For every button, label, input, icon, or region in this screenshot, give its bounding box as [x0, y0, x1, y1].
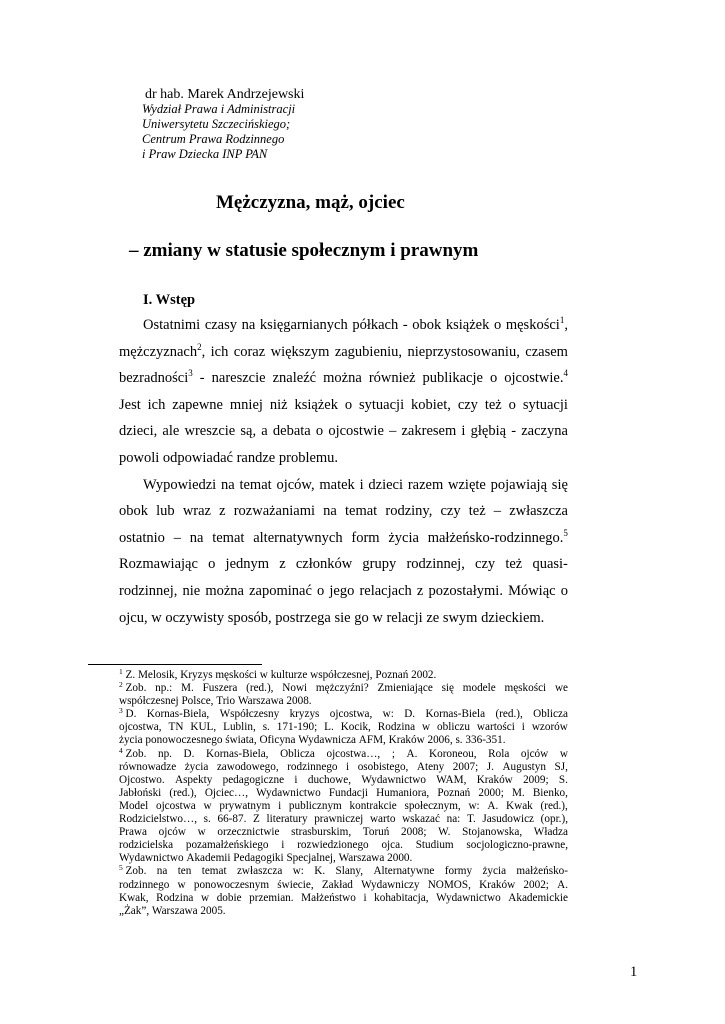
paper-subtitle: – zmiany w statusie społecznym i prawnym — [129, 240, 479, 261]
affiliation-line: Uniwersytetu Szczecińskiego; — [142, 117, 291, 131]
text-line: obok lub wraz z rozważaniami na temat rodziny, czy też – zwłaszcza — [119, 503, 568, 520]
footnote-ref[interactable]: 2 — [197, 341, 202, 352]
footnote-separator — [88, 664, 262, 665]
text-line: Ostatnimi czasy na księgarnianych półkach - obok książek o męskości$^1$, — [143, 315, 568, 333]
footnote-line: $^4$ Zob. np. D. Kornas-Biela, Oblicza ojcostwa…, ; A. Koroneou, Rola ojców w — [119, 745, 568, 760]
footnote-number: 2 — [119, 680, 123, 690]
footnote-ref[interactable]: 3 — [188, 368, 193, 379]
footnote-line: Rodzicielstwo…, s. 66-87. Z literatury prawniczej warto wskazać na: T. Jasudowicz (opr.), — [119, 813, 568, 826]
text-line: rodzinnej, nie można zapominać o jego relacjach z pozostałymi. Mówiąc o — [119, 582, 568, 599]
footnote — [119, 669, 568, 682]
paper-title: Mężczyzna, mąż, ojciec — [216, 192, 405, 213]
text-line: powoli odpowiadać randze problemu. — [119, 449, 339, 466]
footnote-line: rodzinnego w ponowoczesnym świecie, Zakład Wydawniczy NOMOS, Kraków 2002; A. — [119, 878, 568, 891]
footnote-number: 5 — [119, 863, 123, 873]
footnote-line: $^1$ Z. Melosik, Kryzys męskości w kulturze współczesnej, Poznań 2002. — [119, 667, 437, 681]
footnote-line: równowadze życia zawodowego, rodzinnego i osobistego, Ateny 2007; J. Augustyn SJ, — [119, 760, 568, 773]
footnote — [119, 708, 568, 747]
footnote-line: rodzicielska pozamałżeńskiego i rozwiedzionego ojca. Studium socjologiczno-prawne, — [119, 839, 568, 852]
text-line: ojcu, w oczywisty sposób, postrzega sie go w relacji ze swym dzieckiem. — [119, 609, 545, 626]
footnote-number: 4 — [119, 745, 123, 755]
footnote-line: Jabłoński (red.), Ojciec…, Wydawnictwo Fundacji Humaniora, Poznań 2000; M. Bienko, — [119, 786, 568, 799]
author-name: dr hab. Marek Andrzejewski — [145, 87, 305, 102]
author-affiliation — [142, 102, 295, 162]
text-line: ostatnio – na temat alternatywnych form życia małżeńsko-rodzinnego.$^5$ — [119, 527, 568, 546]
text-line: mężczyznach$^2$, ich coraz większym zagubieniu, nieprzystosowaniu, czasem — [119, 341, 568, 360]
footnote-line: „Żak”, Warszawa 2005. — [119, 904, 226, 917]
footnote — [119, 745, 568, 866]
affiliation-line: i Praw Dziecka INP PAN — [142, 147, 268, 161]
affiliation-line: Centrum Prawa Rodzinnego — [142, 132, 285, 146]
body-text — [119, 312, 568, 631]
text-line: Rozmawiając o jednym z członków grupy rodzinnej, czy też quasi- — [119, 556, 568, 573]
footnote-ref[interactable]: 5 — [563, 527, 568, 538]
footnote-ref[interactable]: 1 — [559, 315, 565, 325]
footnote-line: ojcostwa, TN KUL, Lublin, s. 171-190; L. Kocik, Rodzina w obliczu wartości i wzorów — [119, 721, 568, 734]
footnote-line: współczesnej Polsce, Trio Warszawa 2008. — [119, 695, 312, 708]
footnote-line: $^3$ D. Kornas-Biela, Współczesny kryzys ojcostwa, w: D. Kornas-Biela (red.), Oblicza — [119, 706, 568, 721]
footnote-number: 1 — [119, 667, 123, 676]
text-line: Wypowiedzi na temat ojców, matek i dzieci razem wzięte pojawiają się — [143, 476, 568, 493]
footnotes — [119, 669, 568, 918]
section-heading: I. Wstęp — [143, 292, 196, 308]
text-line: Jest ich zapewne mniej niż książek o sytuacji kobiet, czy też o sytuacji — [119, 396, 568, 413]
footnote-ref[interactable]: 4 — [563, 368, 568, 379]
footnote-line: $^2$ Zob. np.: M. Fuszera (red.), Nowi mężczyźni? Zmieniające się modele męskości we — [119, 680, 568, 695]
footnote-line: życia ponowoczesnego świata, Oficyna Wydawnicza AFM, Kraków 2006, s. 336-351. — [119, 734, 506, 747]
footnote-line: Kwak, Rodzina w dobie przemian. Małżeństwo i kohabitacja, Wydawnictwo Akademickie — [119, 891, 568, 904]
footnote-line: Wydawnictwo Akademii Pedagogiki Specjalnej, Warszawa 2000. — [119, 852, 413, 865]
footnote-number: 3 — [119, 706, 123, 716]
text-line: bezradności$^3$ - nareszcie znaleźć można również publikacje o ojcostwie.$^4$ — [119, 368, 568, 387]
footnote-line: Prawa ojców w orzecznictwie strasburskim, Toruń 2008; W. Stojanowska, Władza — [119, 826, 568, 839]
footnote-line: Model ojcostwa w prywatnym i publicznym kontrakcie społecznym, w: A. Kwak (red.), — [119, 799, 568, 812]
footnote — [119, 865, 568, 917]
footnote-line: $^5$ Zob. na ten temat zwłaszcza w: K. Slany, Alternatywne formy życia małżeńsko- — [119, 863, 568, 878]
page-number: 1 — [630, 964, 638, 980]
affiliation-line: Wydział Prawa i Administracji — [142, 102, 296, 116]
text-line: dzieci, ale wreszcie są, a debata o ojcostwie – zakresem i głębią - zaczyna — [119, 423, 568, 440]
footnote — [119, 682, 568, 708]
footnote-line: Ojcostwo. Aspekty pedagogiczne i duchowe, Wydawnictwo WAM, Kraków 2009; S. — [119, 773, 568, 786]
